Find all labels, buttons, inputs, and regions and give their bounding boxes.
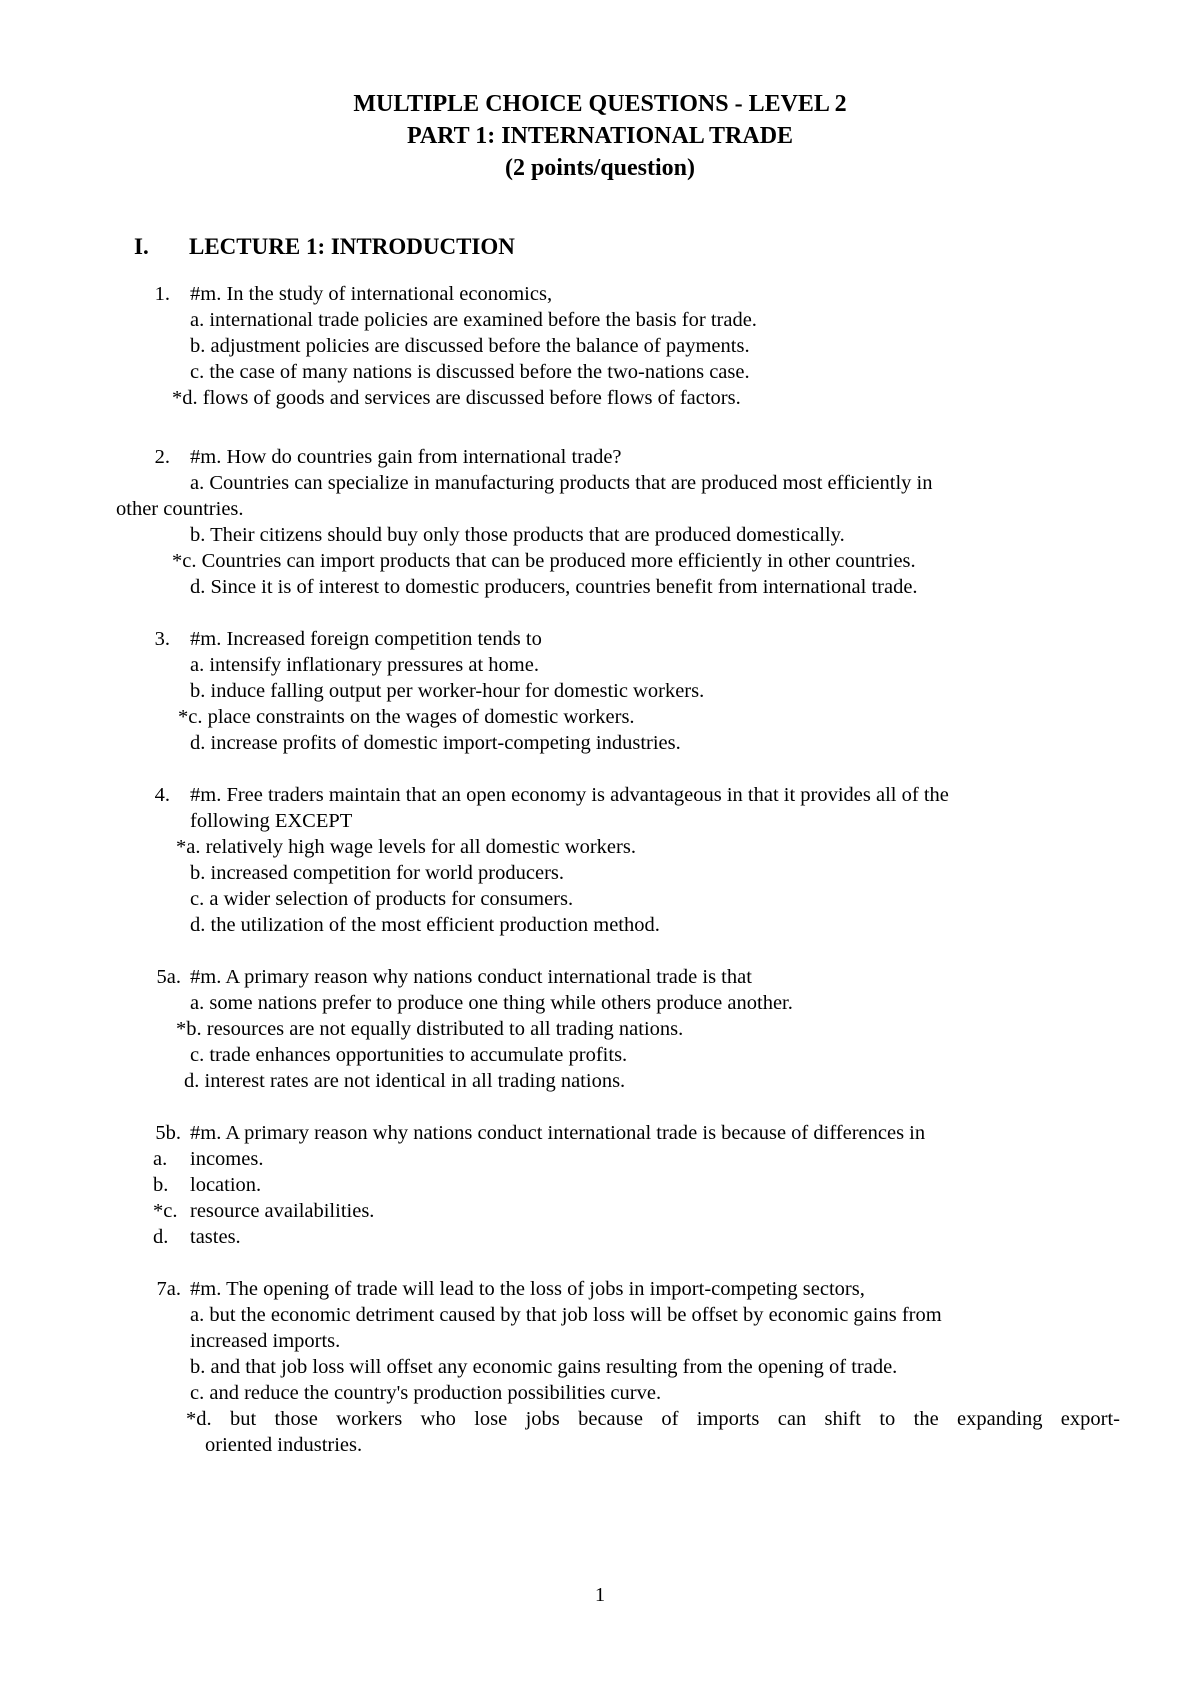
question-stem: #m. A primary reason why nations conduct international trade is because of differences in — [190, 1122, 926, 1144]
answer-option: a. some nations prefer to produce one thing while others produce another. — [190, 992, 793, 1014]
answer-option: b. Their citizens should buy only those products that are produced domestically. — [190, 524, 845, 546]
answer-option: a. intensify inflationary pressures at home. — [190, 654, 539, 676]
answer-option-mark-correct: *c. — [153, 1200, 178, 1222]
question-stem: #m. A primary reason why nations conduct international trade is that — [190, 966, 752, 988]
question-stem-continued: following EXCEPT — [190, 810, 353, 832]
answer-option: b. increased competition for world producers. — [190, 862, 565, 884]
answer-option: c. trade enhances opportunities to accumulate profits. — [190, 1044, 628, 1066]
answer-option-text: tastes. — [190, 1226, 241, 1248]
question-number: 3. — [154, 628, 170, 650]
answer-option-correct: *a. relatively high wage levels for all domestic workers. — [176, 836, 636, 858]
answer-option-text: resource availabilities. — [190, 1200, 375, 1222]
section-number: I. — [134, 234, 149, 259]
question-number: 4. — [154, 784, 170, 806]
question-stem: #m. The opening of trade will lead to the loss of jobs in import-competing sectors, — [190, 1278, 865, 1300]
answer-option: a. but the economic detriment caused by that job loss will be offset by economic gains from — [190, 1304, 942, 1326]
answer-option-correct: *b. resources are not equally distributed to all trading nations. — [176, 1018, 684, 1040]
answer-option: d. the utilization of the most efficient production method. — [190, 914, 660, 936]
question-number: 5a. — [156, 966, 181, 988]
answer-option-correct: *c. Countries can import products that can be produced more efficiently in other countries. — [172, 550, 916, 572]
points-note: (2 points/question) — [504, 155, 696, 181]
document-title: MULTIPLE CHOICE QUESTIONS - LEVEL 2 — [353, 91, 847, 117]
answer-option: b. and that job loss will offset any economic gains resulting from the opening of trade. — [190, 1356, 898, 1378]
answer-option-continued: increased imports. — [190, 1330, 341, 1352]
section-title: LECTURE 1: INTRODUCTION — [189, 234, 515, 259]
question-stem: #m. Free traders maintain that an open economy is advantageous in that it provides all of the — [190, 784, 949, 806]
question-stem: #m. How do countries gain from international trade? — [190, 446, 622, 468]
answer-option: a. Countries can specialize in manufacturing products that are produced most efficiently in — [190, 472, 933, 494]
page-number: 1 — [594, 1584, 606, 1606]
answer-option: d. Since it is of interest to domestic producers, countries benefit from international trade. — [190, 576, 918, 598]
answer-option-mark: d. — [153, 1226, 169, 1248]
question-number: 1. — [154, 283, 170, 305]
answer-option-correct: *d. but those workers who lose jobs because of imports can shift to the expanding export- — [186, 1408, 1120, 1430]
answer-option-correct: *d. flows of goods and services are discussed before flows of factors. — [172, 387, 741, 409]
answer-option: c. and reduce the country's production possibilities curve. — [190, 1382, 662, 1404]
question-number: 2. — [154, 446, 170, 468]
question-number: 7a. — [156, 1278, 181, 1300]
document-subtitle: PART 1: INTERNATIONAL TRADE — [406, 123, 794, 149]
answer-option-mark: a. — [153, 1148, 168, 1170]
question-stem: #m. In the study of international economics, — [190, 283, 553, 305]
question-stem: #m. Increased foreign competition tends to — [190, 628, 542, 650]
answer-option: d. increase profits of domestic import-competing industries. — [190, 732, 681, 754]
answer-option-correct: *c. place constraints on the wages of domestic workers. — [178, 706, 635, 728]
answer-option: d. interest rates are not identical in all trading nations. — [184, 1070, 626, 1092]
section-heading — [134, 232, 515, 262]
answer-option-text: incomes. — [190, 1148, 264, 1170]
answer-option: c. the case of many nations is discussed before the two-nations case. — [190, 361, 750, 383]
answer-option-continued: oriented industries. — [205, 1434, 363, 1456]
answer-option: b. adjustment policies are discussed before the balance of payments. — [190, 335, 750, 357]
question-number: 5b. — [155, 1122, 181, 1144]
answer-option: b. induce falling output per worker-hour for domestic workers. — [190, 680, 705, 702]
answer-option-continued: other countries. — [116, 498, 244, 520]
answer-option-mark: b. — [153, 1174, 169, 1196]
answer-option-text: location. — [190, 1174, 262, 1196]
answer-option: a. international trade policies are examined before the basis for trade. — [190, 309, 757, 331]
answer-option: c. a wider selection of products for consumers. — [190, 888, 574, 910]
